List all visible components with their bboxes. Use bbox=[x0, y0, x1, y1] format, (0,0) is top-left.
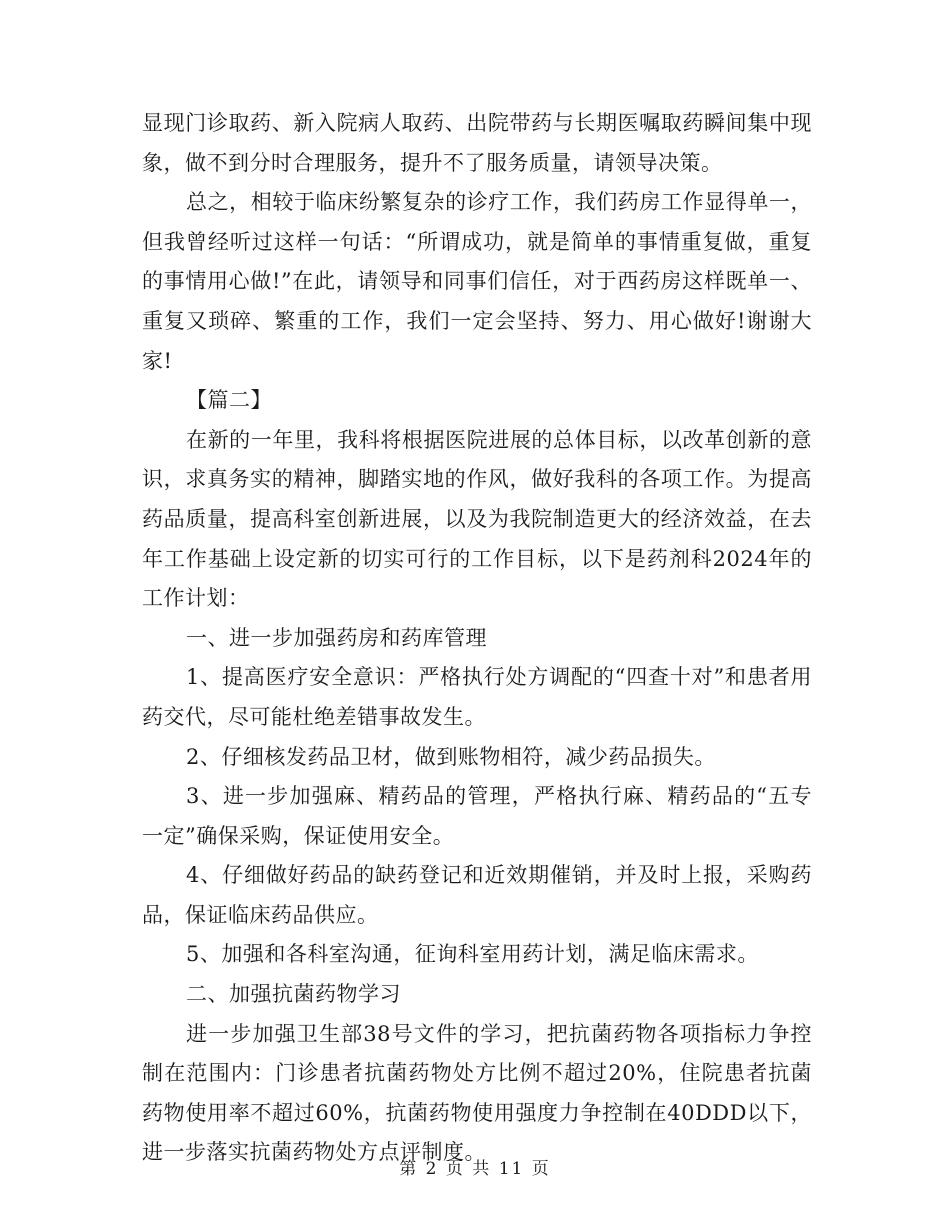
list-item-3: 3、进一步加强麻、精药品的管理，严格执行麻、精药品的“五专一定”确保采购，保证使用安全。 bbox=[142, 784, 812, 848]
paragraph-antibiotic-targets: 进一步加强卫生部38号文件的学习，把抗菌药物各项指标力争控制在范围内：门诊患者抗菌药物处方比例不超过20%，住院患者抗菌药物使用率不超过60%，抗菌药物使用强度力争控制在40DDD以下，进一步落实抗菌药物处方点评制度。 bbox=[142, 1021, 812, 1165]
paragraph-intro: 在新的一年里，我科将根据医院进展的总体目标，以改革创新的意识，求真务实的精神，脚踏实地的作风，做好我科的各项工作。为提高药品质量，提高科室创新进展，以及为我院制造更大的经济效益，在去年工作基础上设定新的切实可行的工作目标，以下是药剂科2024年的工作计划： bbox=[142, 427, 812, 611]
document-body bbox=[142, 104, 812, 1173]
heading-pharmacy-management: 一、进一步加强药房和药库管理 bbox=[186, 625, 487, 650]
list-item-2: 2、仔细核发药品卫材，做到账物相符，减少药品损失。 bbox=[186, 744, 716, 769]
page-number-footer: 第 2 页 共 11 页 bbox=[399, 1159, 551, 1179]
heading-antibiotic-study: 二、加强抗菌药物学习 bbox=[186, 982, 401, 1007]
list-item-1: 1、提高医疗安全意识：严格执行处方调配的“四查十对”和患者用药交代，尽可能杜绝差错事故发生。 bbox=[142, 665, 812, 729]
list-item-5: 5、加强和各科室沟通，征询科室用药计划，满足临床需求。 bbox=[186, 942, 759, 967]
section-heading-part-two: 【篇二】 bbox=[186, 388, 272, 413]
paragraph-conclusion: 总之，相较于临床纷繁复杂的诊疗工作，我们药房工作显得单一，但我曾经听过这样一句话：“所谓成功，就是简单的事情重复做，重复的事情用心做!”在此，请领导和同事们信任，对于西药房这样既单一、重复又琐碎、繁重的工作，我们一定会坚持、努力、用心做好!谢谢大家! bbox=[142, 190, 812, 373]
paragraph-continuation: 显现门诊取药、新入院病人取药、出院带药与长期医嘱取药瞬间集中现象，做不到分时合理服务，提升不了服务质量，请领导决策。 bbox=[142, 111, 812, 175]
list-item-4: 4、仔细做好药品的缺药登记和近效期催销，并及时上报，采购药品，保证临床药品供应。 bbox=[142, 863, 812, 927]
